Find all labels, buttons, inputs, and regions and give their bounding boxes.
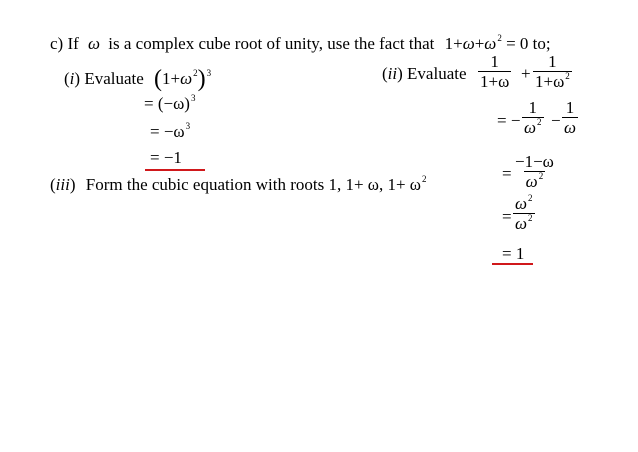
part-ii-evaluate: Evaluate	[407, 64, 467, 83]
fact-expression: $1+\omega+\omega^2 = 0$ to;	[444, 33, 551, 53]
part-ii-fraction-2: $\frac{1}{1+\omega^2}$	[535, 52, 570, 91]
part-ii-step-1-equals: = −	[497, 111, 521, 130]
part-ii-fraction-1: $\frac{1}{1+\omega}$	[480, 52, 510, 91]
part-ii-step-4: = 1	[502, 244, 525, 263]
part-iii-heading: (iii) Form the cubic equation with roots 1, 1+ ω, $1+ \omega^2$	[50, 174, 427, 194]
part-ii-step-1-fraction-2: $\frac{1}{\omega}$	[564, 98, 577, 137]
part-ii-plus: +	[521, 64, 531, 83]
part-i-answer-underline	[145, 169, 205, 171]
part-ii-answer-underline	[492, 263, 533, 265]
part-ii-heading	[382, 65, 467, 82]
part-i-label: (i)	[64, 69, 81, 88]
part-i-evaluate: Evaluate	[84, 69, 144, 88]
part-ii-label: (ii)	[382, 64, 403, 83]
part-ii-step-3-fraction: $\frac{\omega^2}{\omega^2}$	[515, 193, 533, 233]
header-text: is a complex cube root of unity, use the fact that	[108, 34, 435, 53]
part-i-heading	[64, 65, 212, 92]
part-label: c) If	[50, 34, 79, 53]
part-i-step-1: = $(-\omega)^3$	[144, 93, 196, 113]
part-ii-step-2-fraction: $\frac{-1-\omega}{\omega^2}$	[515, 152, 554, 191]
part-iii-label: (iii)	[50, 175, 76, 194]
part-ii-step-1-minus: −	[551, 111, 561, 130]
part-i-step-3: = −1	[150, 148, 182, 167]
part-iii-text: Form the cubic equation with roots 1, 1+ ω, 1+ ω	[85, 175, 422, 194]
part-i-expression: $(1+\omega^2)^3$	[154, 66, 212, 92]
part-ii-step-3-equals: =	[502, 207, 512, 226]
part-ii-step-1-fraction-1: $\frac{1}{\omega^2}$	[524, 98, 542, 137]
question-header	[50, 35, 551, 52]
part-i-step-2: = $-\omega^3$	[150, 121, 191, 141]
omega-symbol: ω	[88, 34, 101, 53]
part-ii-step-2-equals: =	[502, 164, 512, 183]
